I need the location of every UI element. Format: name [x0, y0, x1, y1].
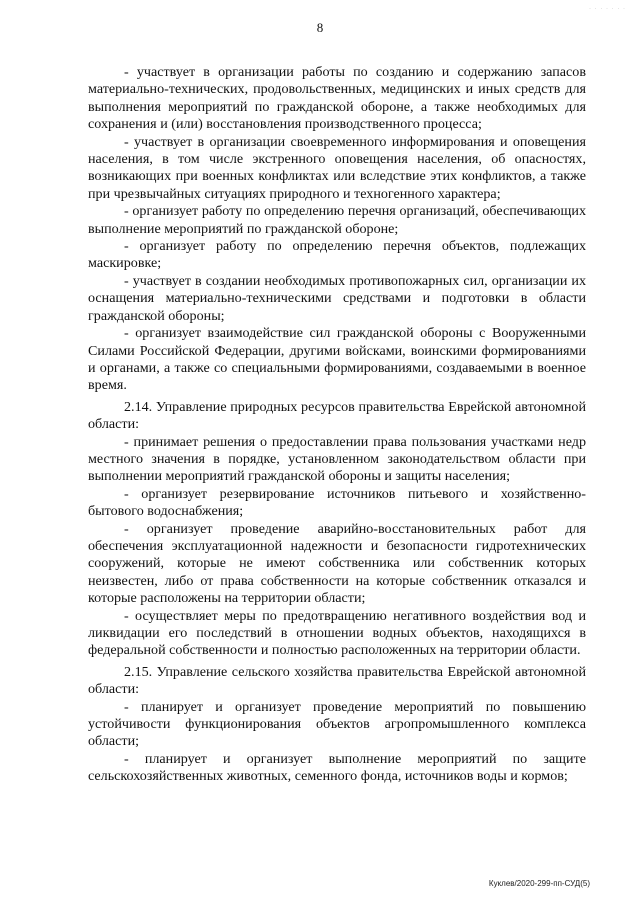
paragraph-organizations-list: - организует работу по определению перечня организаций, обеспечивающих выполнение мероприятий по гражданской обороне; [88, 203, 586, 237]
document-footer-code: Куклев/2020-299-пп-СУД(5) [488, 879, 590, 888]
document-body [88, 64, 586, 786]
paragraph-armed-forces-interaction: - организует взаимодействие сил гражданской обороны с Вооруженными Силами Российской Федерации, другими войсками, воинскими формированиями и органами, а также со специальными формированиями, создаваемыми в военное время. [88, 325, 586, 394]
page-number: 8 [316, 20, 324, 35]
paragraph-hydraulic-works: - организует проведение аварийно-восстановительных работ для обеспечения эксплуатационной надежности и безопасности гидротехнических сооружений, которые не имеют собственника или собственник которых неизвестен, либо от права собственности на которые собственник отказался и которые расположены на территории области; [88, 520, 586, 607]
paragraph-subsoil-rights: - принимает решения о предоставлении права пользования участками недр местного значения в порядке, установленном законодательством области при выполнении мероприятий гражданской обороны и защиты населения; [88, 433, 586, 485]
paragraph-livestock-protection: - планирует и организует выполнение мероприятий по защите сельскохозяйственных животных, семенного фонда, источников воды и кормов; [88, 750, 586, 785]
paragraph-population-warning: - участвует в организации своевременного информирования и оповещения населения, в том числе экстренного оповещения населения, об опасностях, возникающих при военных конфликтах или вследствие этих конфликтов, а также при чрезвычайных ситуациях природного и техногенного характера; [88, 133, 586, 202]
paragraph-fire-forces: - участвует в создании необходимых противопожарных сил, организации их оснащения материально-техническими средствами и подготовки в области гражданской обороны; [88, 272, 586, 324]
paragraph-stock-reserves: - участвует в организации работы по созданию и содержанию запасов материально-технических, продовольственных, медицинских и иных средств для выполнения мероприятий по гражданской обороне, а также необходимых для сохранения и (или) восстановления производственного процесса; [88, 64, 586, 133]
scan-corner-mark: · · · · · · · [589, 6, 626, 12]
paragraph-water-impact: - осуществляет меры по предотвращению негативного воздействия вод и ликвидации его последствий в отношении водных объектов, находящихся в федеральной собственности и полностью расположенных на территории области. [88, 607, 586, 659]
paragraph-agro-stability: - планирует и организует проведение мероприятий по повышению устойчивости функционирования объектов агропромышленного комплекса области; [88, 698, 586, 750]
paragraph-camouflage-objects: - организует работу по определению перечня объектов, подлежащих маскировке; [88, 238, 586, 272]
paragraph-water-supply-reserve: - организует резервирование источников питьевого и хозяйственно-бытового водоснабжения; [88, 485, 586, 520]
section-heading-2-14: 2.14. Управление природных ресурсов правительства Еврейской автономной области: [88, 398, 586, 433]
section-heading-2-15: 2.15. Управление сельского хозяйства правительства Еврейской автономной области: [88, 663, 586, 698]
